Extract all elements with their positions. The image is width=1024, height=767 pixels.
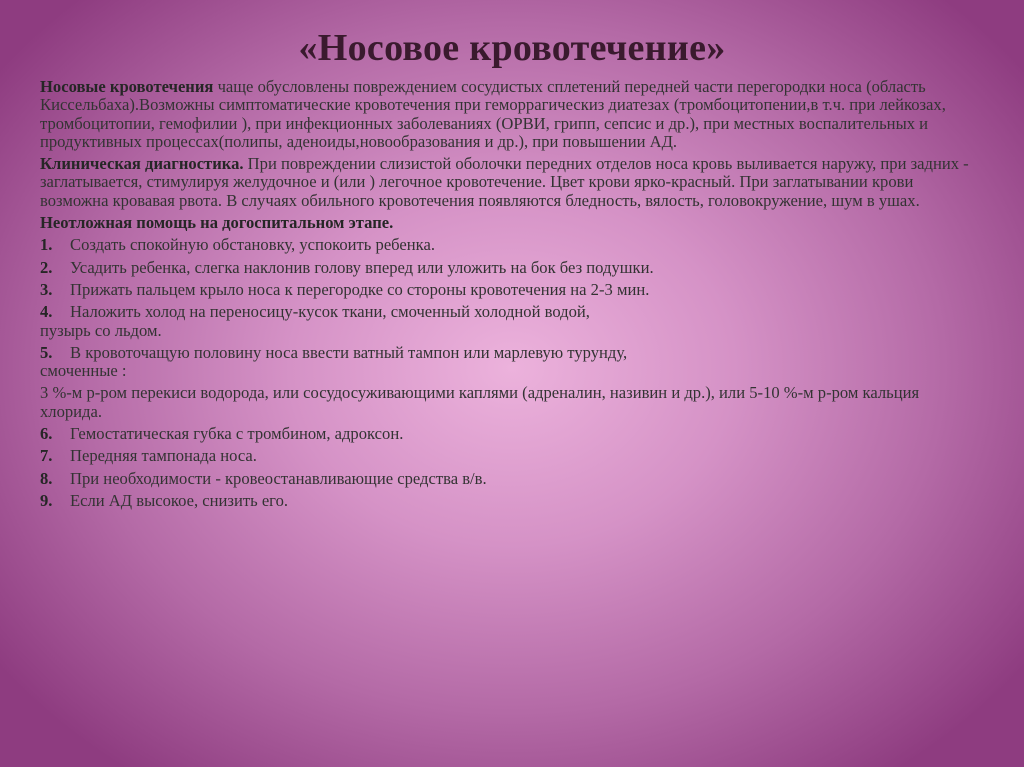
- list-item-text: Гемостатическая губка с тромбином, адроксон.: [70, 424, 404, 444]
- list-item-number: 1.: [40, 235, 53, 255]
- list-item-number: 6.: [40, 424, 53, 444]
- list-item-number: 7.: [40, 446, 53, 466]
- list-item-text: В кровоточащую половину носа ввести ватный тампон или марлевую турунду, смоченные :: [40, 342, 628, 381]
- list-item-text: При необходимости - кровеостанавливающие средства в/в.: [70, 468, 487, 488]
- intro-paragraph: [40, 78, 985, 151]
- list-item: [40, 425, 985, 443]
- list-item: [40, 259, 700, 277]
- list-item-text: Прижать пальцем крыло носа к перегородке со стороны кровотечения на 2-3 мин.: [70, 279, 650, 299]
- list-item-text: Если АД высокое, снизить его.: [70, 490, 289, 510]
- list-item: [40, 344, 680, 381]
- list-item-text: Наложить холод на переносицу-кусок ткани, смоченный холодной водой, пузырь со льдом.: [40, 302, 590, 340]
- slide-content: [40, 78, 985, 514]
- list-item-text: Передняя тампонада носа.: [70, 446, 257, 466]
- diagnostics-lead: Клиническая диагностика.: [40, 154, 244, 174]
- emergency-heading: [40, 214, 985, 232]
- intro-lead: Носовые кровотечения: [40, 77, 214, 96]
- list-item-number: 4.: [40, 302, 53, 322]
- solution-paragraph: 3 %-м р-ром перекиси водорода, или сосудосуживающими каплями (адреналин, називин и др.), или 5-10 %-м р-ром кальция хлорида.: [40, 383, 920, 421]
- list-item: [40, 492, 985, 510]
- list-item: [40, 236, 985, 254]
- list-item: [40, 303, 640, 340]
- intro-text: чаще обусловлены повреждением сосудистых сплетений передней части перегородки носа (область Киссельбаха).Возможны симптоматические кровотечения при геморрагическиз диатезах (тромбоцитопении,в т.ч. при лейкозах, тромбоцитопии, гемофилии ), при инфекционных заболеваниях (ОРВИ, грипп, сепсис и др.), при местных воспалительных и продуктивных процессах(полипы, аденоиды,новообразования и др.), при повышении АД.: [40, 77, 946, 151]
- diagnostics-paragraph: [40, 155, 985, 210]
- list-item-number: 8.: [40, 468, 53, 488]
- list-item: [40, 281, 700, 299]
- list-item-text: Усадить ребенка, слегка наклонив голову вперед или уложить на бок без подушки.: [70, 257, 654, 277]
- list-item-number: 2.: [40, 257, 53, 277]
- list-item-text: Создать спокойную обстановку, успокоить ребенка.: [70, 235, 435, 255]
- slide-title: «Носовое кровотечение»: [298, 27, 726, 69]
- diagnostics-text: При повреждении слизистой оболочки передних отделов носа кровь выливается наружу, при задних - заглатывается, стимулируя желудочное и (или ) легочное кровотечение. Цвет крови ярко-красный. При заглатывании крови возможна кровавая рвота. В случаях обильного кровотечения появляются бледность, вялость, головокружение, шум в ушах.: [40, 154, 969, 210]
- list-item-number: 9.: [40, 490, 53, 510]
- list-item: [40, 447, 985, 465]
- list-item-number: 3.: [40, 279, 53, 299]
- emergency-heading-text: Неотложная помощь на догоспитальном этапе.: [40, 213, 394, 233]
- list-item: [40, 470, 985, 488]
- list-item-number: 5.: [40, 342, 53, 362]
